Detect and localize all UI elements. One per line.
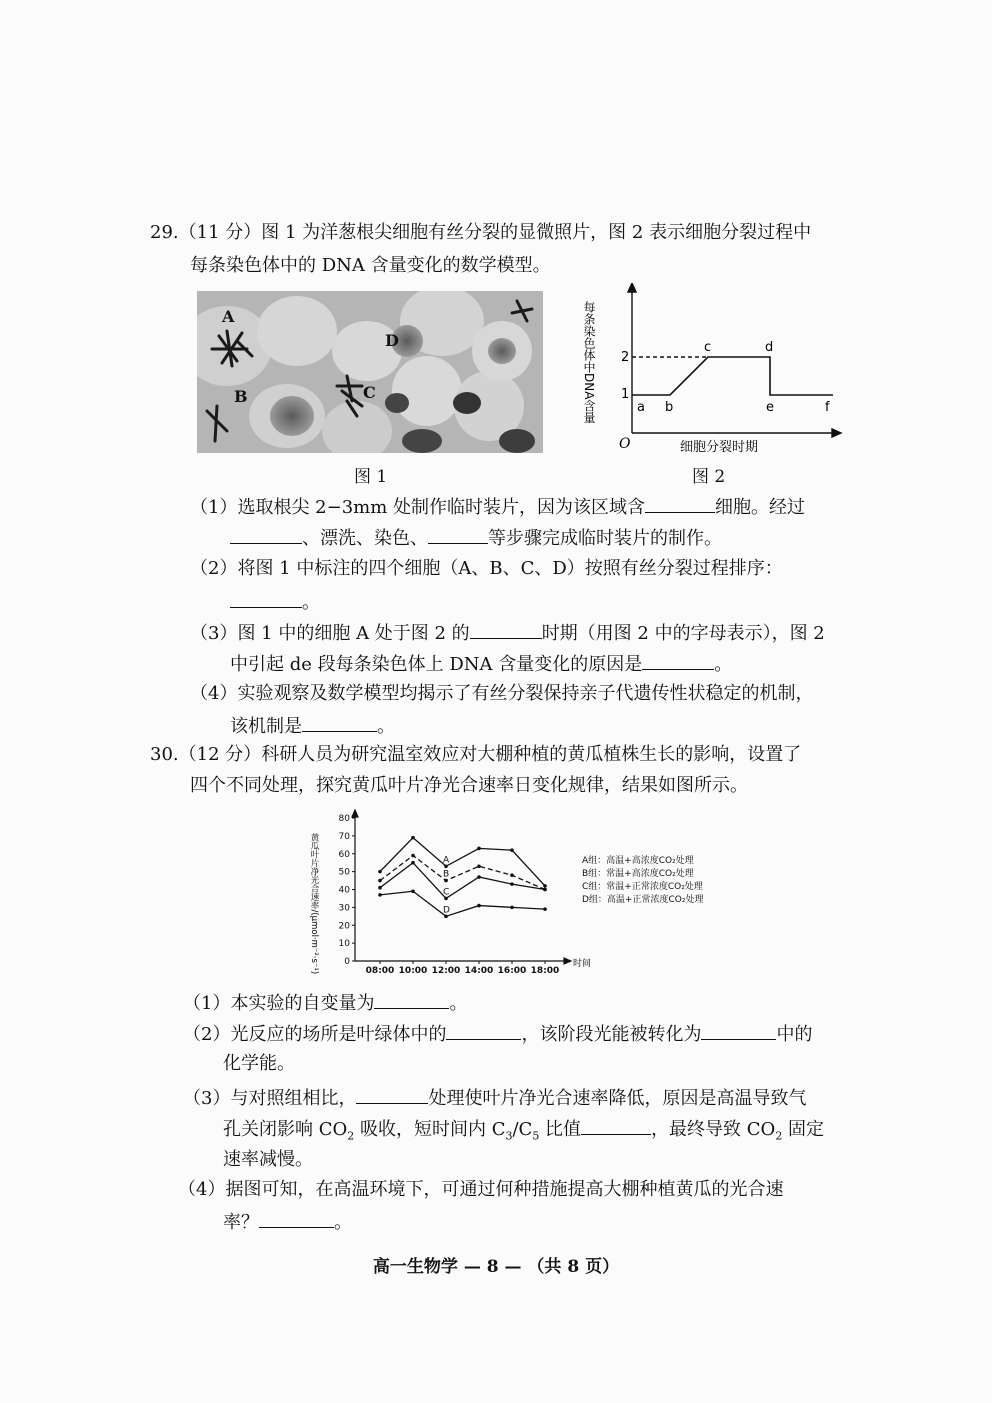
answer-blank[interactable] — [374, 990, 449, 1009]
origin-label: O — [619, 436, 631, 452]
q29-item2-line1: （2）将图 1 中标注的四个细胞（A、B、C、D）按照有丝分裂过程排序： — [190, 558, 783, 579]
chart-point-C — [411, 861, 415, 865]
q29-item3-line1: （3）图 1 中的细胞 A 处于图 2 的 时期（用图 2 中的字母表示），图 2 — [190, 620, 825, 646]
chart-y-arrow — [352, 810, 358, 817]
chart-ytick-label: 30 — [338, 903, 350, 914]
chart-point-B — [510, 873, 514, 877]
chart-ytick-label: 60 — [338, 849, 350, 860]
page-footer: 高一生物学 — 8 — （共 8 页） — [372, 1257, 620, 1277]
answer-blank[interactable] — [356, 1085, 428, 1104]
y-axis-label: 每条染色体中DNA含量 — [582, 301, 596, 424]
chart-series-line-C — [380, 863, 545, 899]
point-b: b — [665, 400, 674, 415]
q30-item4-line2: 率？ 。 — [223, 1209, 352, 1235]
chart-point-C — [378, 886, 382, 890]
chart-point-C — [477, 875, 481, 879]
answer-blank[interactable] — [259, 1209, 334, 1228]
chart-point-A — [510, 848, 514, 852]
chart-legend-item: A组：高温+高浓度CO₂处理 — [582, 856, 694, 866]
q30-stem-line2: 四个不同处理，探究黄瓜叶片净光合速率日变化规律，结果如图所示。 — [190, 775, 748, 796]
chart-series-label-D: D — [443, 905, 450, 916]
chart-ytick-label: 0 — [344, 957, 350, 967]
chart-y-label: 黄瓜叶片净光合速率/(μmol·m⁻²·s⁻¹) — [309, 833, 319, 975]
point-d: d — [765, 340, 774, 355]
chart-point-D — [543, 907, 547, 911]
chart-xtick-label: 12:00 — [431, 966, 461, 976]
dna-model-graph — [575, 283, 845, 458]
q29-item4-line2: 该机制是 。 — [230, 713, 395, 739]
micrograph-photo — [197, 291, 543, 453]
q29-item2-line2: 。 — [230, 589, 320, 615]
q29-item1-line2: 、漂洗、染色、 等步骤完成临时装片的制作。 — [230, 525, 722, 551]
chart-point-C — [510, 882, 514, 886]
chart-point-C — [543, 888, 547, 892]
point-e: e — [766, 400, 774, 415]
chart-xtick-label: 10:00 — [398, 966, 428, 976]
chart-point-D — [411, 889, 415, 893]
chart-x-arrow — [564, 958, 571, 964]
chart-point-D — [510, 906, 514, 910]
chart-point-B — [378, 879, 382, 883]
cell-label-c: C — [363, 383, 376, 402]
answer-blank[interactable] — [581, 1116, 651, 1135]
chart-point-A — [378, 870, 382, 874]
fig2-caption: 图 2 — [692, 467, 726, 487]
chart-xtick-label: 14:00 — [464, 966, 494, 976]
cell-label-b: B — [234, 387, 248, 406]
q30-number: 30. — [150, 744, 179, 765]
chart-legend-item: C组：常温+正常浓度CO₂处理 — [582, 882, 703, 892]
chart-series-label-B: B — [443, 869, 450, 880]
answer-blank[interactable] — [302, 713, 377, 732]
q30-item4-line1: （4）据图可知，在高温环境下，可通过何种措施提高大棚种植黄瓜的光合速 — [178, 1179, 784, 1200]
q30-score: （12 分） — [178, 744, 262, 765]
answer-blank[interactable] — [645, 494, 715, 513]
chart-ytick-label: 80 — [338, 814, 350, 824]
chart-point-D — [477, 904, 481, 908]
q30-item3-line1: （3）与对照组相比， 处理使叶片净光合速率降低，原因是高温导致气 — [183, 1085, 806, 1111]
q30-item2-line2: 化学能。 — [223, 1053, 295, 1074]
answer-blank[interactable] — [230, 589, 302, 608]
cell-label-a: A — [222, 307, 235, 326]
chart-ytick-label: 70 — [338, 831, 350, 842]
q29-item4-line1: （4）实验观察及数学模型均揭示了有丝分裂保持亲子代遗传性状稳定的机制， — [190, 683, 814, 704]
q30-stem-line1: 30.（12 分）科研人员为研究温室效应对大棚种植的黄瓜植株生长的影响，设置了 — [150, 744, 802, 765]
chart-point-A — [477, 847, 481, 851]
chart-series-line-D — [380, 891, 545, 916]
q30-item1: （1）本实验的自变量为 。 — [183, 990, 467, 1016]
chart-point-B — [411, 854, 415, 858]
chart-legend-item: B组：常温+高浓度CO₂处理 — [582, 869, 694, 879]
answer-blank[interactable] — [470, 620, 542, 639]
ytick-1: 1 — [621, 387, 630, 402]
chart-series-label-C: C — [443, 887, 450, 898]
dna-curve — [632, 357, 833, 395]
y-axis-arrow — [628, 283, 636, 292]
chart-series-label-A: A — [443, 855, 450, 866]
cell-label-d: D — [385, 331, 399, 350]
q30-item3-line3: 速率减慢。 — [223, 1149, 313, 1170]
answer-blank[interactable] — [230, 525, 302, 544]
chart-x-label: 时间 — [573, 959, 592, 969]
fig1-caption: 图 1 — [354, 467, 388, 487]
answer-blank[interactable] — [642, 651, 714, 670]
chart-series-line-B — [380, 856, 545, 890]
x-axis-arrow — [832, 429, 841, 437]
chart-point-A — [543, 884, 547, 888]
q29-number: 29. — [150, 222, 179, 243]
q30-item2-line1: （2）光反应的场所是叶绿体中的 ，该阶段光能被转化为 中的 — [183, 1021, 812, 1047]
ytick-2: 2 — [621, 350, 630, 365]
chart-point-A — [411, 836, 415, 840]
chart-xtick-label: 08:00 — [365, 966, 395, 976]
chart-point-D — [378, 893, 382, 897]
q29-stem-line1: 29.（11 分）图 1 为洋葱根尖细胞有丝分裂的显微照片，图 2 表示细胞分裂过程中 — [150, 222, 812, 243]
point-c: c — [704, 340, 712, 355]
point-a: a — [637, 400, 645, 415]
chart-ytick-label: 50 — [338, 867, 350, 878]
chart-legend-item: D组：高温+正常浓度CO₂处理 — [582, 895, 704, 905]
chart-ytick-label: 40 — [338, 885, 350, 896]
q29-item1-line1: （1）选取根尖 2−3mm 处制作临时装片，因为该区域含 细胞。经过 — [190, 494, 805, 520]
point-f: f — [825, 400, 830, 415]
q29-score: （11 分） — [178, 222, 262, 243]
q29-item3-line2: 中引起 de 段每条染色体上 DNA 含量变化的原因是 。 — [230, 651, 732, 677]
x-axis-label: 细胞分裂时期 — [680, 440, 759, 455]
photosynthesis-chart — [300, 808, 740, 983]
chart-xtick-label: 16:00 — [497, 966, 527, 976]
chart-ytick-label: 10 — [338, 939, 350, 950]
answer-blank[interactable] — [428, 525, 488, 544]
answer-blank[interactable] — [446, 1021, 521, 1040]
chart-xtick-label: 18:00 — [530, 966, 560, 976]
q30-item3-line2: 孔关闭影响 $CO_2$ 吸收，短时间内 $C_3/C_5$ 比值 ，最终导致 $CO_2$ 固定 — [223, 1116, 824, 1149]
chart-point-B — [477, 864, 481, 868]
q29-stem-line2: 每条染色体中的 DNA 含量变化的数学模型。 — [190, 255, 551, 276]
answer-blank[interactable] — [701, 1021, 776, 1040]
chart-ytick-label: 20 — [338, 921, 350, 932]
